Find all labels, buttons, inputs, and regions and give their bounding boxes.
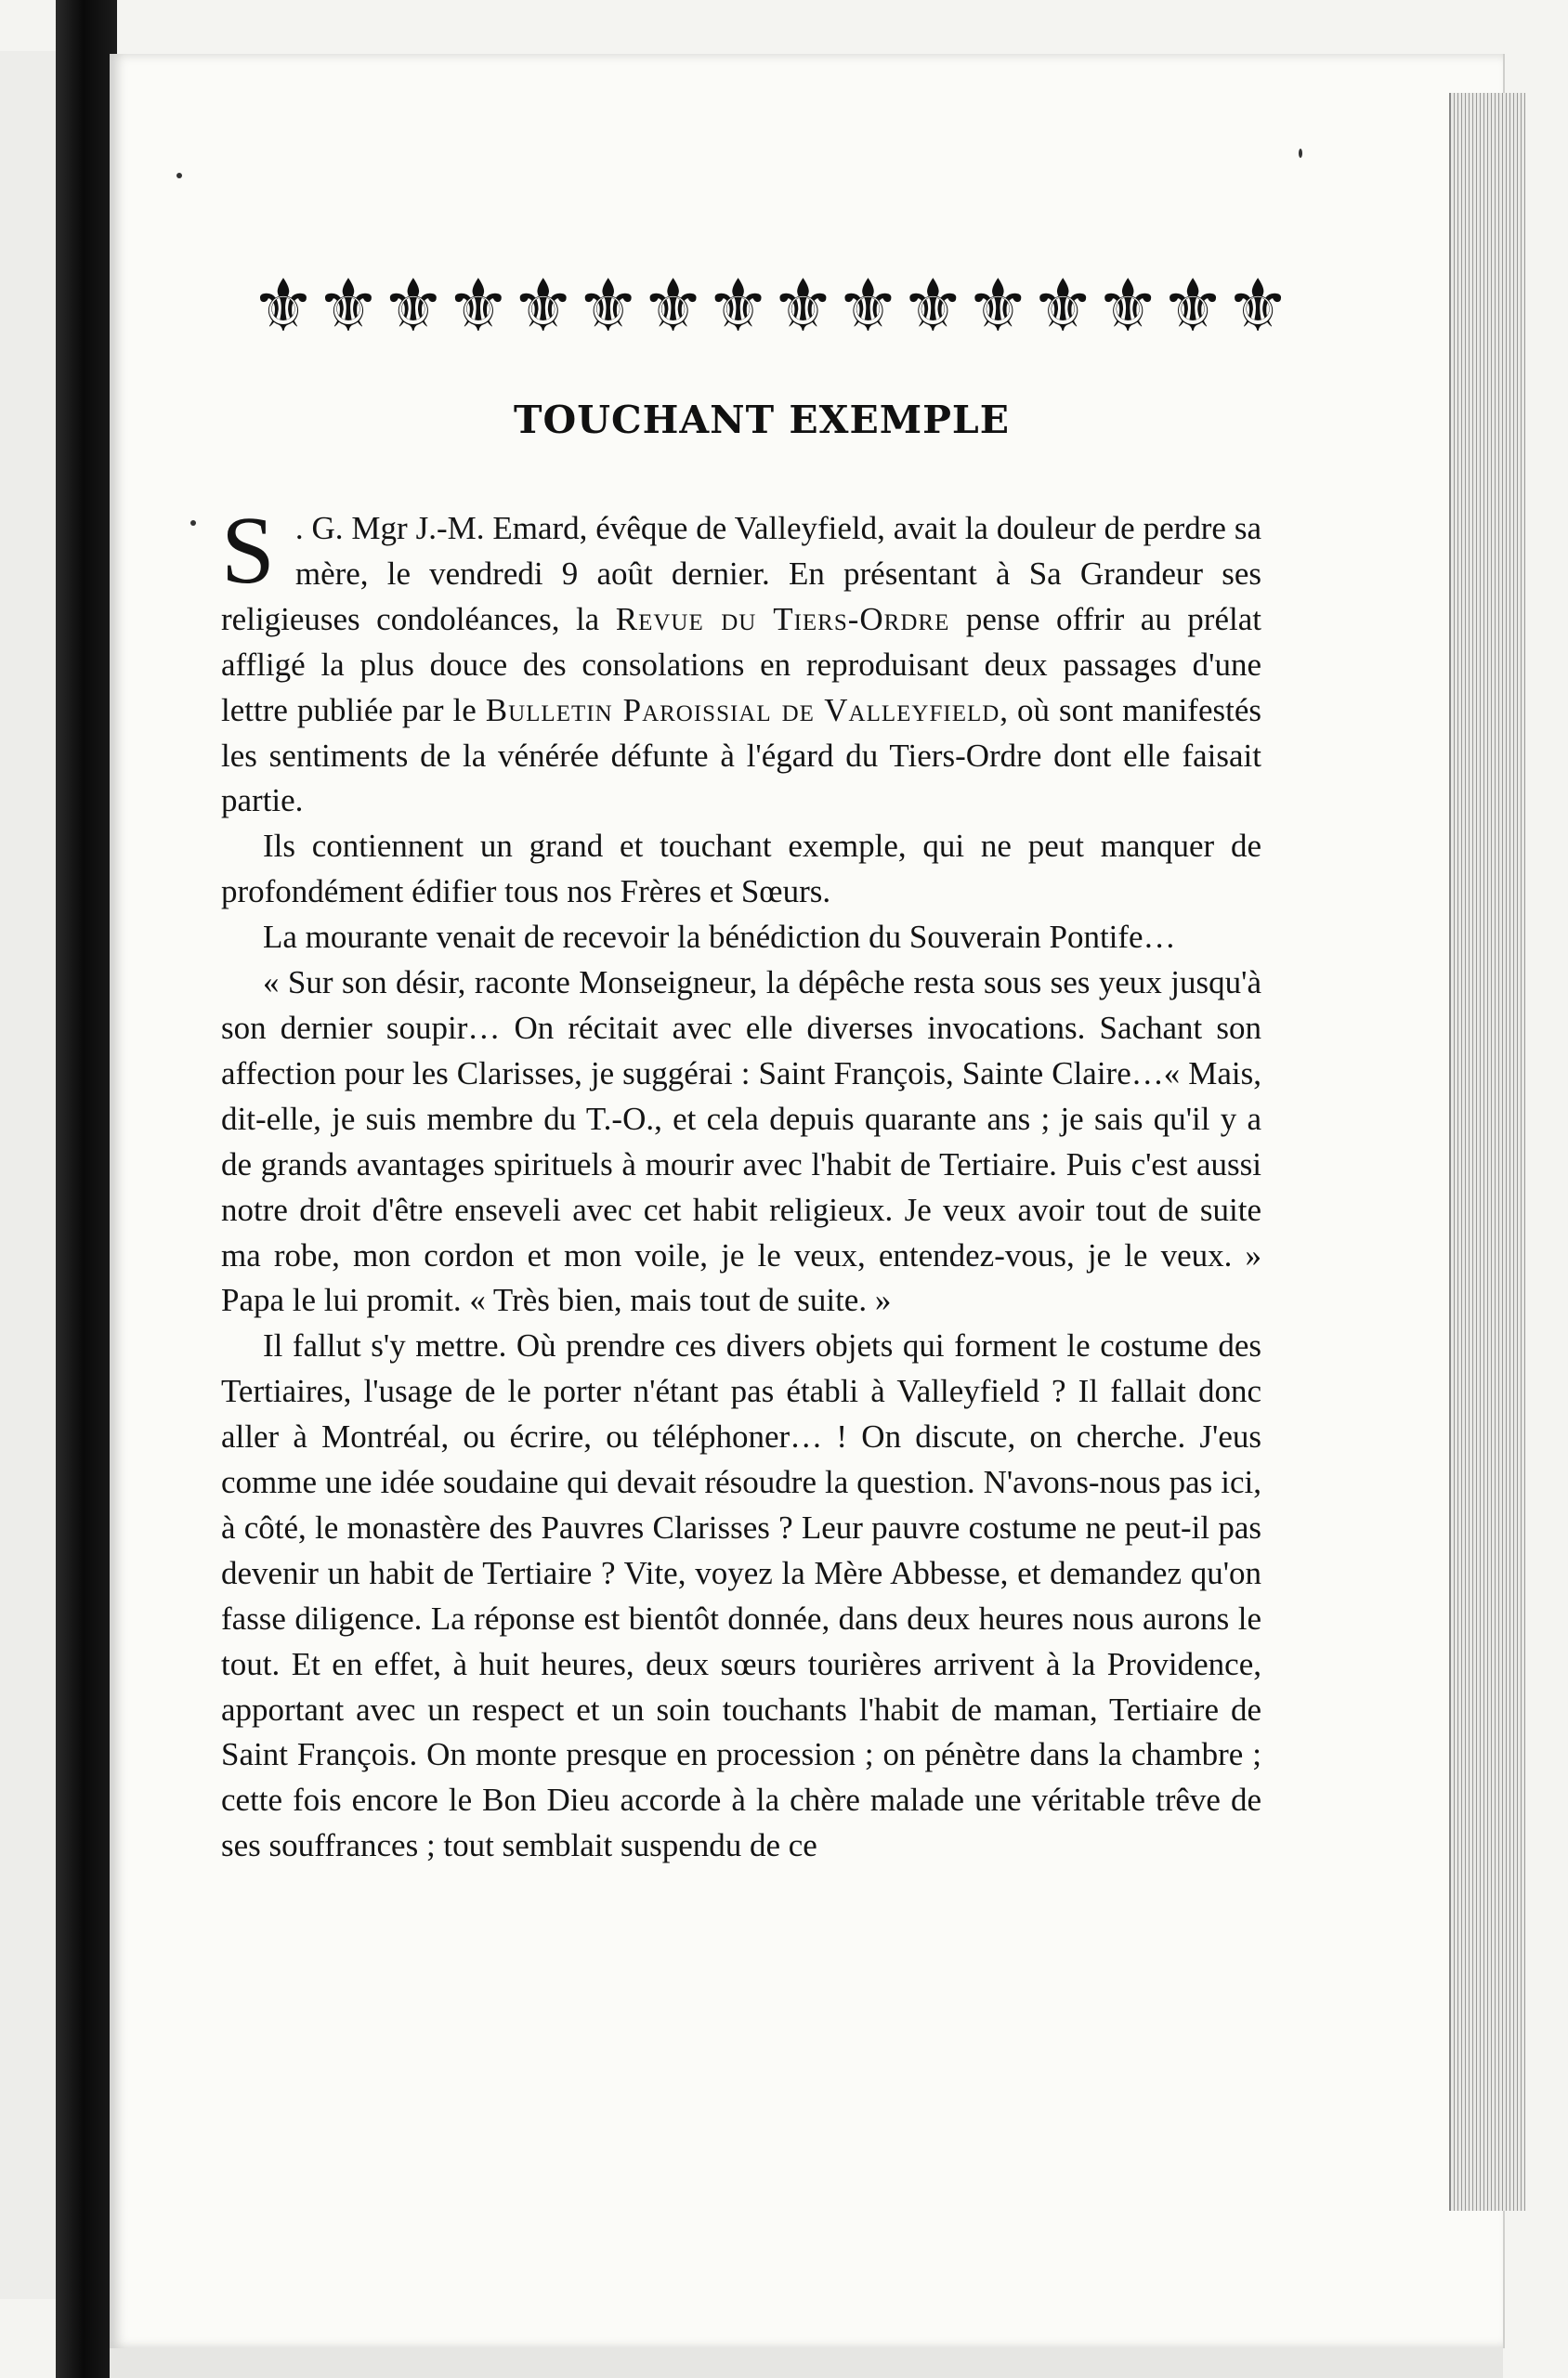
page-bottom-margin [110,2348,1503,2378]
dust-speck [176,173,182,178]
page-title: TOUCHANT EXEMPLE [513,398,1011,442]
fleur-de-lis-icon: ⚜ [380,265,446,348]
paragraph-5: Il fallut s'y mettre. Où prendre ces divers objets qui forment le costume des Tertiaires, l'usage de le porter n'étant pas établi à Valleyfield ? Il fallait donc aller à Montréal, ou écrire, ou téléphoner… ! On discute, on cherche. J'eus comme une idée soudaine qui devait résoudre la question. N'avons-nous pas ici, à côté, le monastère des Pauvres Clarisses ? Leur pauvre costume ne peut-il pas devenir un habit de Tertiaire ? Vite, voyez la Mère Abbesse, et demandez qu'on fasse diligence. La réponse est bientôt donnée, dans deux heures nous aurons le tout. Et en effet, à huit heures, deux sœurs tourières arrivent à la Providence, apportant avec un respect et un soin touchants l'habit de maman, Tertiaire de Saint François. On monte presque en procession ; on pénètre dans la chambre ; cette fois encore le Bon Dieu accorde à la chère malade une véritable trêve de ses souffrances ; tout semblait suspendu de ce [221,1327,1261,1864]
facing-page-edge [0,51,58,2299]
fleur-de-lis-ornament-row [251,260,1290,353]
fleur-de-lis-icon: ⚜ [640,265,706,348]
fleur-de-lis-icon: ⚜ [1030,265,1096,348]
fleur-de-lis-icon: ⚜ [445,265,511,348]
page-stack-edges [1449,93,1525,2211]
fleur-de-lis-icon: ⚜ [315,265,381,348]
dust-speck [190,520,196,526]
fleur-de-lis-icon: ⚜ [705,265,771,348]
drop-cap: S [221,497,275,604]
paragraph-4: « Sur son désir, raconte Monseigneur, la dépêche resta sous ses yeux jusqu'à son dernier soupir… On récitait avec elle diverses invocations. Sachant son affection pour les Clarisses, je suggérai : Saint François, Sainte Claire…« Mais, dit-elle, je suis membre du T.-O., et cela depuis quarante ans ; je sais qu'il y a de grands avantages spirituels à mourir avec l'habit de Tertiaire. Puis c'est aussi notre droit d'être enseveli avec cet habit religieux. Je veux avoir tout de suite ma robe, mon cordon et mon voile, je le veux, entendez-vous, je le veux. » Papa le lui promit. « Très bien, mais tout de suite. » [221,964,1261,1319]
revue-title: Revue du Tiers-Ordre [615,600,950,637]
fleur-de-lis-icon: ⚜ [1160,265,1226,348]
fleur-de-lis-icon: ⚜ [510,265,576,348]
paragraph-1: S . G. Mgr J.-M. Emard, évêque de Valleyfield, avait la douleur de perdre sa mère, le vendredi 9 août dernier. En présentant à Sa Grandeur ses religieuses condoléances, la Revue du Tiers-Ordre pense offrir au prélat affligé la plus douce des consolations en reproduisant deux passages d'une lettre publiée par le Bulletin Paroissial de Valleyfield, où sont manifestés les sentiments de la vénérée défunte à l'égard du Tiers-Ordre dont elle faisait partie. [221,497,1261,819]
fleur-de-lis-icon: ⚜ [965,265,1031,348]
paragraph-3: La mourante venait de recevoir la bénédiction du Souverain Pontife… [263,919,1176,956]
paragraph-2: Ils contiennent un grand et touchant exemple, qui ne peut manquer de profondément édifier tous nos Frères et Sœurs. [221,828,1261,910]
fleur-de-lis-icon: ⚜ [835,265,901,348]
body-text [221,497,1261,1869]
book-gutter [56,0,117,2378]
fleur-de-lis-icon: ⚜ [1225,265,1290,348]
fleur-de-lis-icon: ⚜ [770,265,836,348]
fleur-de-lis-icon: ⚜ [900,265,966,348]
fleur-de-lis-icon: ⚜ [251,265,316,348]
dust-speck [1299,149,1302,158]
fleur-de-lis-icon: ⚜ [1095,265,1161,348]
bulletin-title: Bulletin Paroissial de Valleyfield [485,691,1000,728]
fleur-de-lis-icon: ⚜ [575,265,641,348]
